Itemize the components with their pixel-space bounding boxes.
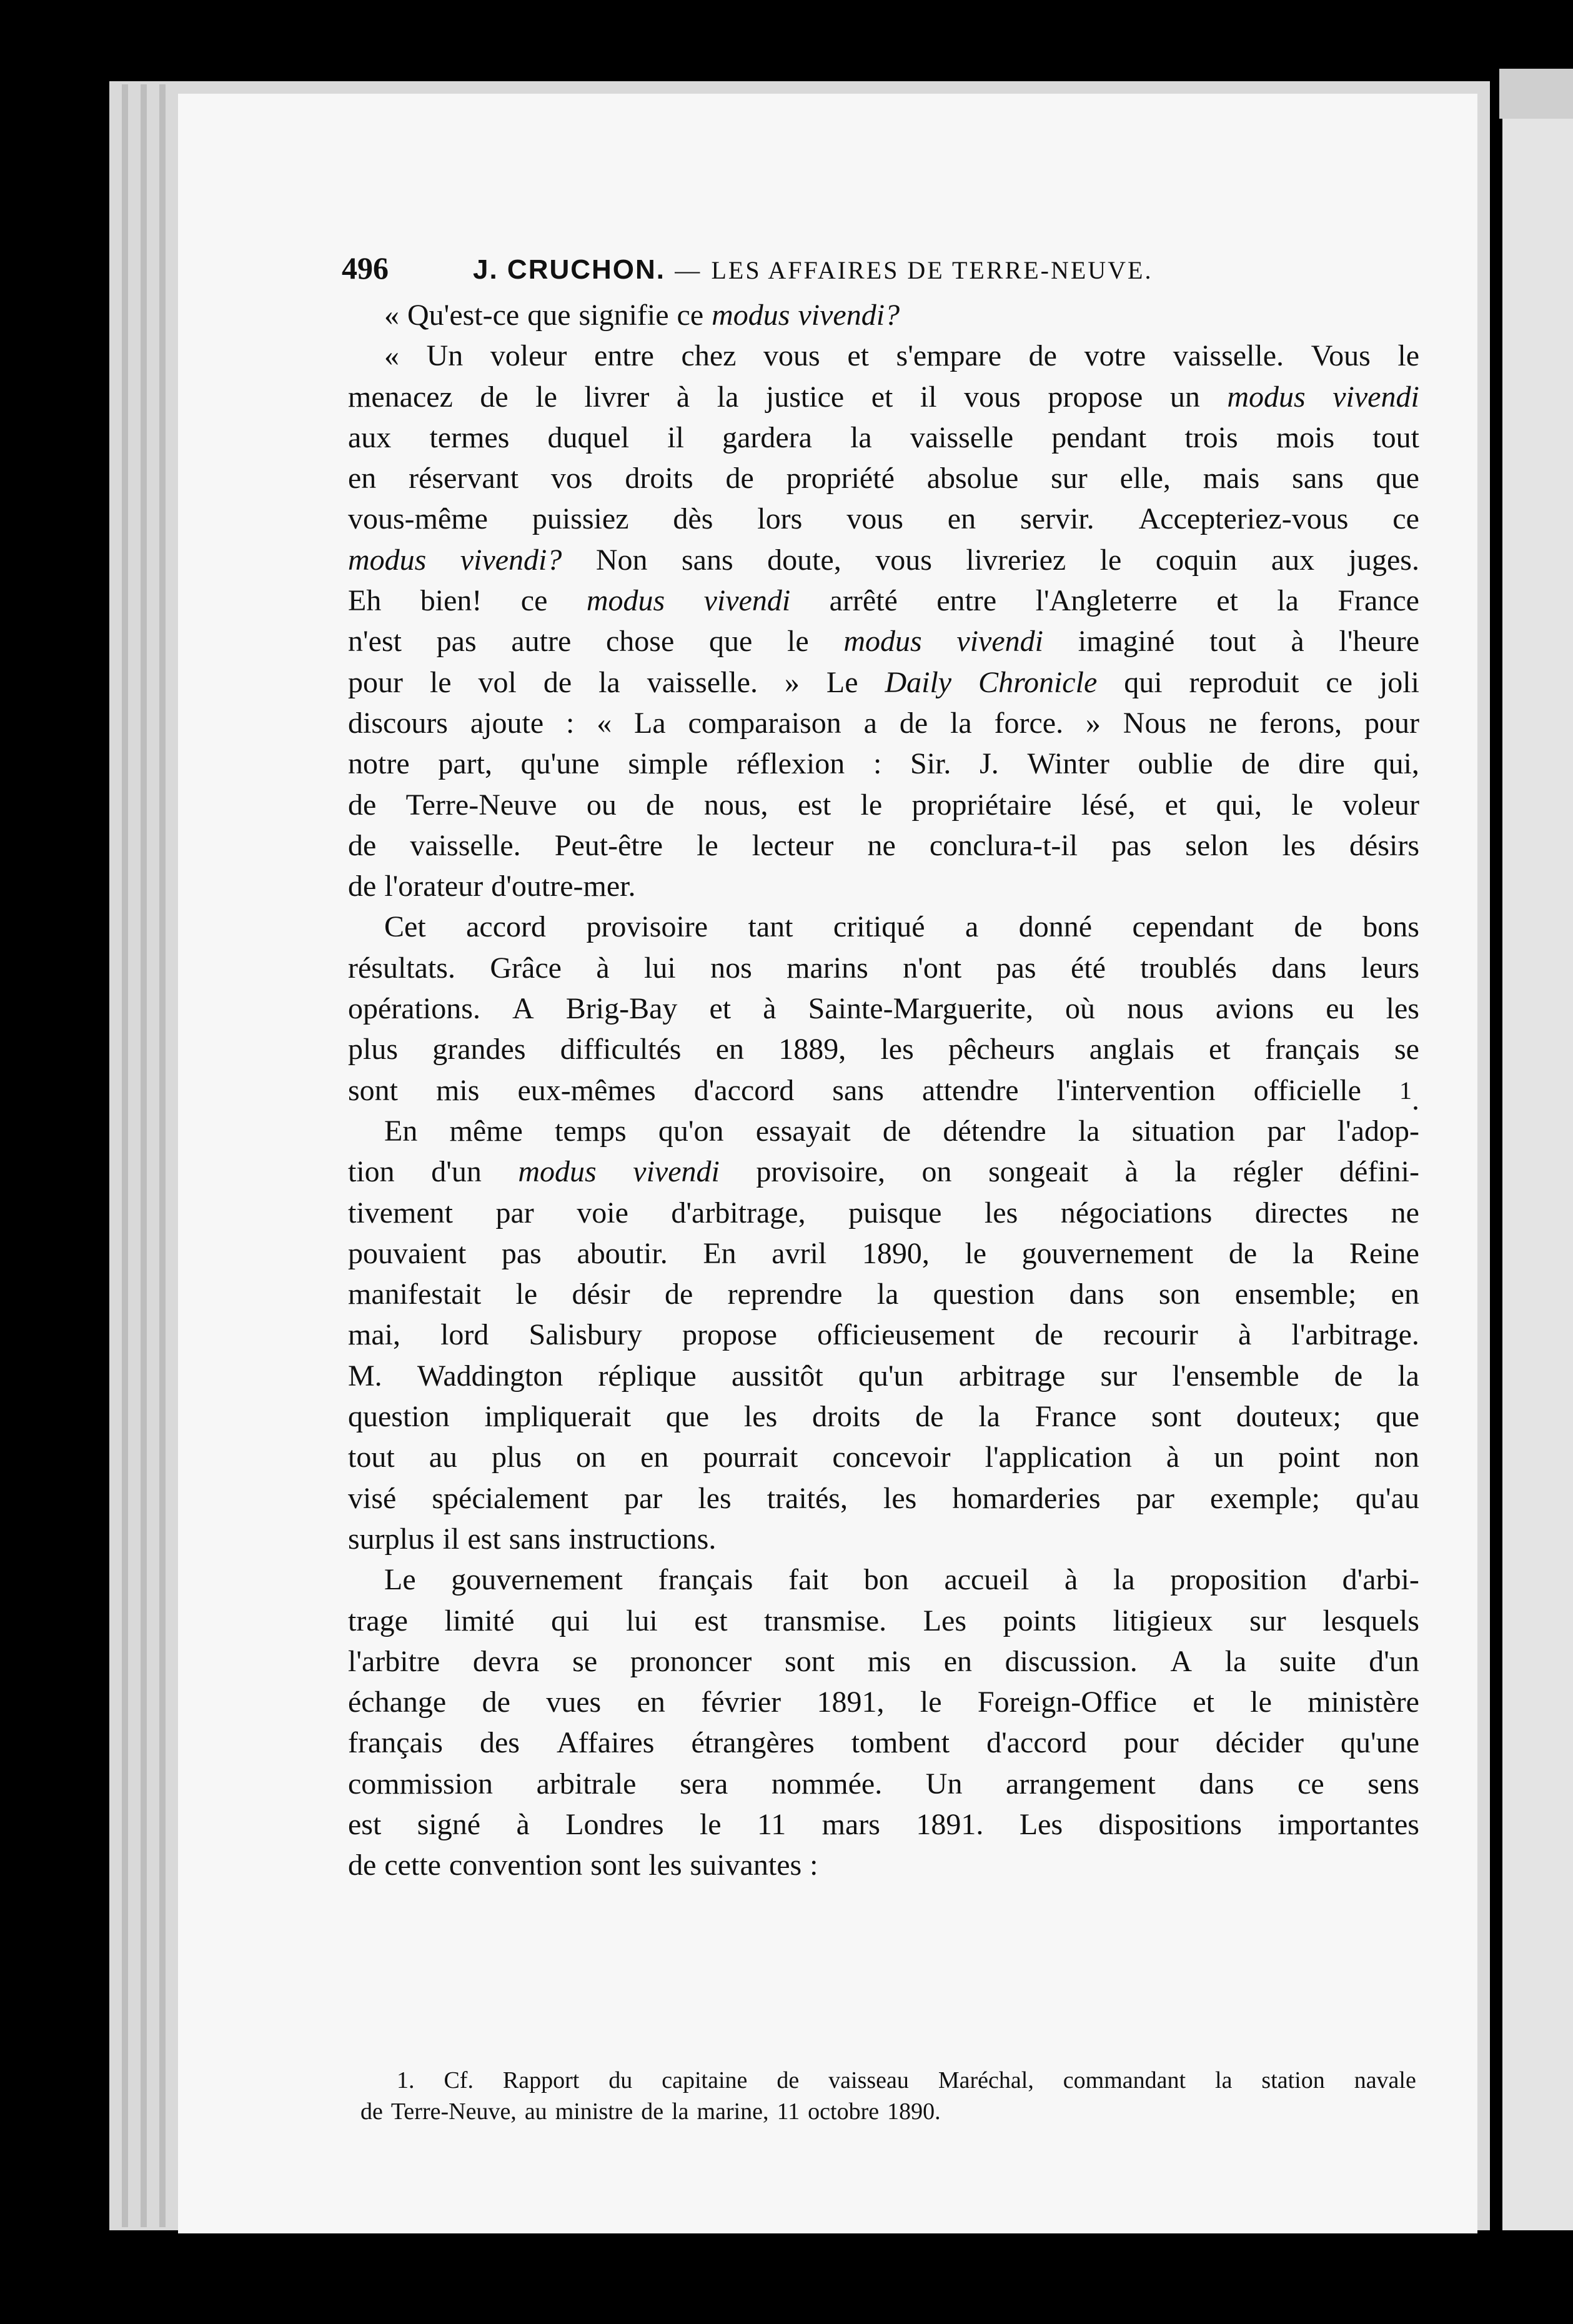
paragraph-line: de cette convention sont les suivantes : (348, 1849, 818, 1882)
page-edge (159, 84, 166, 2227)
paragraph-line: question impliquerait que les droits de la France sont douteux; que (348, 1400, 1419, 1434)
paragraph-line: M. Waddington réplique aussitôt qu'un arbitrage sur l'ensemble de la (348, 1359, 1419, 1393)
body-text (348, 295, 1419, 1886)
paragraph-line: de l'orateur d'outre-mer. (348, 870, 636, 903)
paragraph-line: manifestait le désir de reprendre la question dans son ensemble; en (348, 1278, 1419, 1311)
paragraph-line: pour le vol de la vaisselle. » Le Daily Chronicle qui reproduit ce joli (348, 665, 1419, 699)
title-separator: — (675, 256, 702, 284)
footnote-line: de Terre-Neuve, au ministre de la marine, 11 octobre 1890. (360, 2098, 941, 2125)
paragraph-line: trage limité qui lui est transmise. Les points litigieux sur lesquels (348, 1604, 1419, 1637)
paragraph-line: tout au plus on en pourrait concevoir l'application à un point non (348, 1441, 1419, 1474)
paragraph-line: surplus il est sans instructions. (348, 1522, 717, 1556)
book-page (178, 94, 1477, 2233)
paragraph-line: sont mis eux-mêmes d'accord sans attendre l'intervention officielle $^1$. (348, 1073, 1419, 1116)
paragraph-line: En même temps qu'on essayait de détendre la situation par l'adop- (384, 1114, 1419, 1148)
paragraph-line: visé spécialement par les traités, les homarderies par exemple; qu'au (348, 1481, 1419, 1515)
facing-page-corner (1499, 69, 1573, 119)
paragraph-line: tion d'un modus vivendi provisoire, on songeait à la régler défini- (348, 1155, 1419, 1189)
page-edge (122, 84, 128, 2227)
paragraph-line: Le gouvernement français fait bon accueil à la proposition d'arbi- (384, 1563, 1419, 1597)
paragraph-line: « Qu'est-ce que signifie ce modus vivendi? (384, 299, 900, 332)
paragraph-line: commission arbitrale sera nommée. Un arrangement dans ce sens (348, 1767, 1419, 1800)
paragraph-line: n'est pas autre chose que le modus vivendi imaginé tout à l'heure (348, 625, 1419, 658)
paragraph-line: opérations. A Brig-Bay et à Sainte-Marguerite, où nous avions eu les (348, 992, 1419, 1026)
paragraph-line: « Un voleur entre chez vous et s'empare de votre vaisselle. Vous le (384, 339, 1419, 373)
paragraph-line: modus vivendi? Non sans doute, vous livreriez le coquin aux juges. (348, 543, 1419, 577)
paragraph-line: en réservant vos droits de propriété absolue sur elle, mais sans que (348, 462, 1419, 495)
paragraph-line: discours ajoute : « La comparaison a de la force. » Nous ne ferons, pour (348, 706, 1419, 740)
paragraph-line: pouvaient pas aboutir. En avril 1890, le gouvernement de la Reine (348, 1236, 1419, 1270)
running-header (342, 250, 1416, 286)
author-name: J. CRUCHON. (473, 254, 666, 285)
running-title (473, 254, 1153, 286)
paragraph-line: mai, lord Salisbury propose officieusement de recourir à l'arbitrage. (348, 1318, 1419, 1352)
paragraph-line: est signé à Londres le 11 mars 1891. Les dispositions importantes (348, 1807, 1419, 1841)
footnote-line: 1. Cf. Rapport du capitaine de vaisseau Maréchal, commandant la station navale (397, 2067, 1416, 2093)
paragraph-line: l'arbitre devra se prononcer sont mis en discussion. A la suite d'un (348, 1644, 1419, 1678)
paragraph-line: notre part, qu'une simple réflexion : Sir. J. Winter oublie de dire qui, (348, 747, 1419, 781)
paragraph-line: de vaisselle. Peut-être le lecteur ne conclura-t-il pas selon les désirs (348, 828, 1419, 862)
paragraph-line: vous-même puissiez dès lors vous en servir. Accepteriez-vous ce (348, 502, 1419, 536)
paragraph-line: de Terre-Neuve ou de nous, est le propriétaire lésé, et qui, le voleur (348, 788, 1419, 822)
page-number: 496 (342, 251, 389, 286)
paragraph-line: français des Affaires étrangères tombent d'accord pour décider qu'une (348, 1726, 1419, 1760)
paragraph-line: résultats. Grâce à lui nos marins n'ont pas été troublés dans leurs (348, 951, 1419, 985)
paragraph-line: aux termes duquel il gardera la vaisselle pendant trois mois tout (348, 420, 1419, 454)
footnote (360, 2065, 1416, 2127)
paragraph-line: plus grandes difficultés en 1889, les pêcheurs anglais et français se (348, 1033, 1419, 1066)
paragraph-line: Cet accord provisoire tant critiqué a donné cependant de bons (384, 910, 1419, 944)
page-edge (141, 84, 147, 2227)
paragraph-line: échange de vues en février 1891, le Foreign-Office et le ministère (348, 1686, 1419, 1719)
chapter-title: LES AFFAIRES DE TERRE-NEUVE. (711, 256, 1153, 284)
facing-page-edge (1502, 69, 1573, 2230)
paragraph-line: tivement par voie d'arbitrage, puisque les négociations directes ne (348, 1196, 1419, 1229)
paragraph-line: Eh bien! ce modus vivendi arrêté entre l'Angleterre et la France (348, 584, 1419, 618)
paragraph-line: menacez de le livrer à la justice et il vous propose un modus vivendi (348, 380, 1419, 414)
